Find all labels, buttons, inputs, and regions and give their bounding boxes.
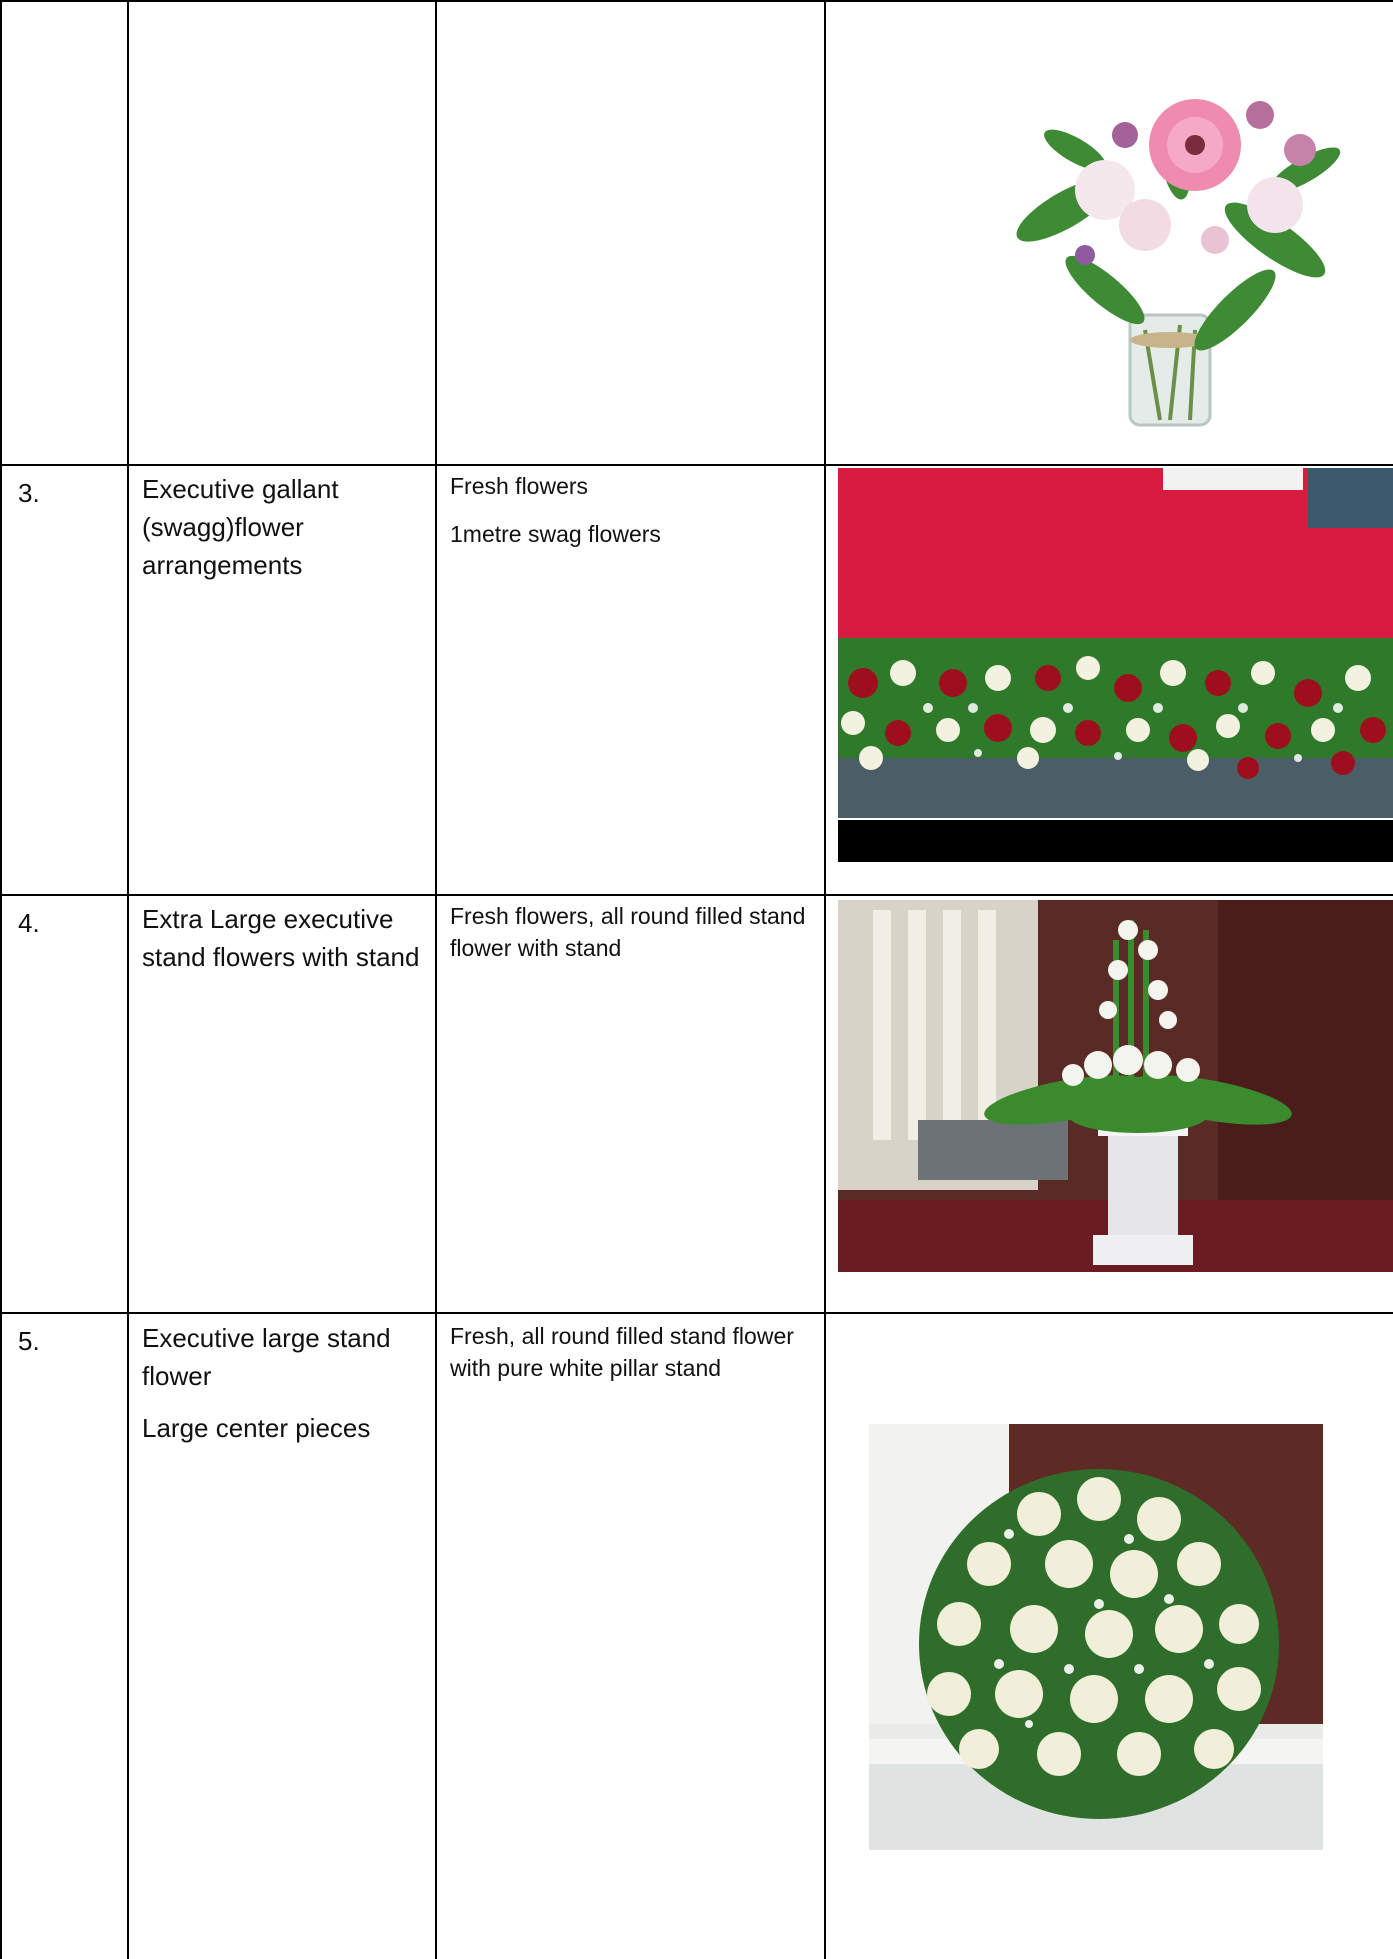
bouquet-photo	[945, 40, 1375, 450]
item-description	[450, 470, 810, 550]
mixed-bouquet-illustration	[945, 40, 1375, 450]
item-description	[450, 1320, 810, 1384]
row-divider	[0, 1312, 1393, 1314]
row-number: 5.	[18, 1326, 40, 1356]
stand-flowers-photo	[838, 900, 1393, 1272]
rose-swag-illustration	[838, 468, 1393, 862]
row-number: 4.	[18, 908, 40, 938]
item-name-line: Executive gallant (swagg)flower arrangements	[142, 474, 339, 580]
column-divider	[0, 0, 2, 1959]
item-description	[450, 900, 815, 964]
white-rose-centerpiece-illustration	[869, 1424, 1323, 1850]
row-divider	[0, 464, 1393, 466]
description-line: Fresh flowers, all round filled stand flower with stand	[450, 903, 806, 961]
description-line: Fresh flowers	[450, 473, 589, 499]
item-name-line: Extra Large executive stand flowers with stand	[142, 904, 420, 972]
column-divider	[824, 0, 826, 1959]
column-divider	[127, 0, 129, 1959]
description-line: Fresh, all round filled stand flower with pure white pillar stand	[450, 1323, 794, 1381]
row-divider	[0, 894, 1393, 896]
item-name	[142, 470, 427, 584]
pillar-stand-illustration	[838, 900, 1393, 1272]
swag-flowers-photo	[838, 468, 1393, 862]
table-border-top	[0, 0, 1393, 2]
item-name	[142, 900, 432, 976]
item-name-line: Large center pieces	[142, 1413, 371, 1443]
item-name	[142, 1319, 432, 1447]
centerpiece-photo	[869, 1424, 1323, 1850]
row-number: 3.	[18, 478, 40, 508]
item-name-line: Executive large stand flower	[142, 1323, 391, 1391]
column-divider	[435, 0, 437, 1959]
description-line: 1metre swag flowers	[450, 521, 661, 547]
